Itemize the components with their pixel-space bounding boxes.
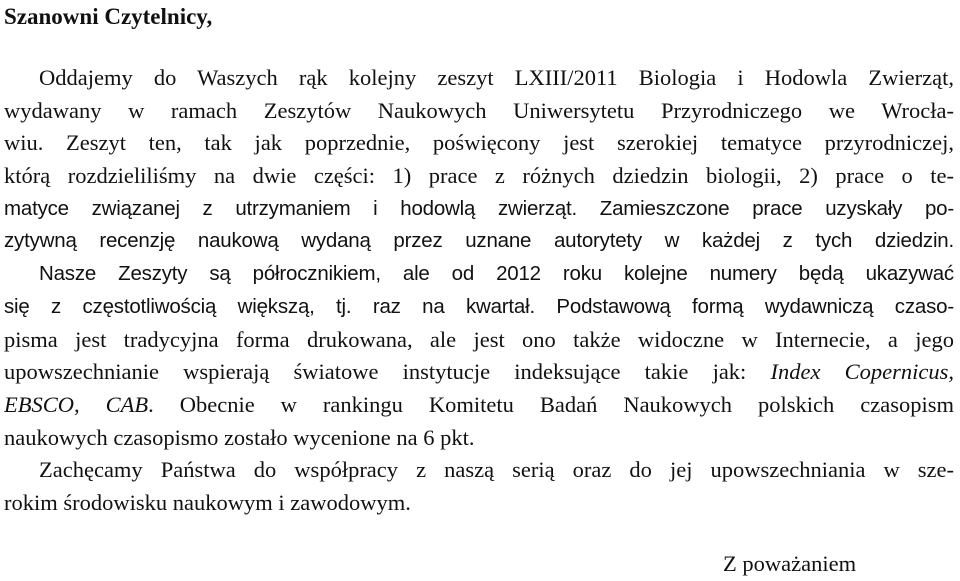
paragraph-line: zytywną recenzję naukową wydaną przez uznane autorytety w każdej z tych dziedzin. xyxy=(4,229,954,253)
paragraph-line: naukowych czasopismo zostało wycenione na 6 pkt. xyxy=(4,424,475,450)
paragraph-line: wydawany w ramach Zeszytów Naukowych Uniwersytetu Przyrodniczego we Wrocła- xyxy=(4,97,954,123)
paragraph-line: wiu. Zeszyt ten, tak jak poprzednie, poświęcony jest szerokiej tematyce przyrodniczej, xyxy=(4,130,954,156)
paragraph-line: Nasze Zeszyty są półrocznikiem, ale od 2012 roku kolejne numery będą ukazywać xyxy=(39,262,954,286)
index-name-italic: EBSCO, CAB xyxy=(4,391,149,417)
paragraph-text: . Obecnie w rankingu Komitetu Badań Naukowych polskich czasopism xyxy=(148,391,954,417)
index-name-italic: Index Copernicus, xyxy=(770,359,954,385)
greeting-heading: Szanowni Czytelnicy, xyxy=(4,4,213,29)
paragraph-line-with-index xyxy=(4,389,954,422)
paragraph-line: Zachęcamy Państwa do współpracy z naszą serią oraz do jej upowszechniania w sze- xyxy=(39,457,954,483)
paragraph-line: którą rozdzieliliśmy na dwie części: 1) prace z różnych dziedzin biologii, 2) prace o te- xyxy=(4,163,954,189)
paragraph-text: upowszechnianie wspierają światowe instytucje indeksujące takie jak: xyxy=(4,359,747,385)
paragraph-line: pisma jest tradycyjna forma drukowana, ale jest ono także widoczne w Internecie, a jego xyxy=(4,326,954,352)
letter-body xyxy=(4,62,954,520)
paragraph-line-with-index xyxy=(4,356,954,389)
paragraph-line: rokim środowisku naukowym i zawodowym. xyxy=(4,489,411,515)
paragraph-line: matyce związanej z utrzymaniem i hodowlą zwierząt. Zamieszczone prace uzyskały po- xyxy=(4,196,954,220)
paragraph-line: Oddajemy do Waszych rąk kolejny zeszyt LXIII/2011 Biologia i Hodowla Zwierząt, xyxy=(39,65,954,90)
signature-closing: Z poważaniem xyxy=(723,551,857,576)
paragraph-line: się z częstotliwością większą, tj. raz na kwartał. Podstawową formą wydawniczą czaso- xyxy=(4,294,954,318)
